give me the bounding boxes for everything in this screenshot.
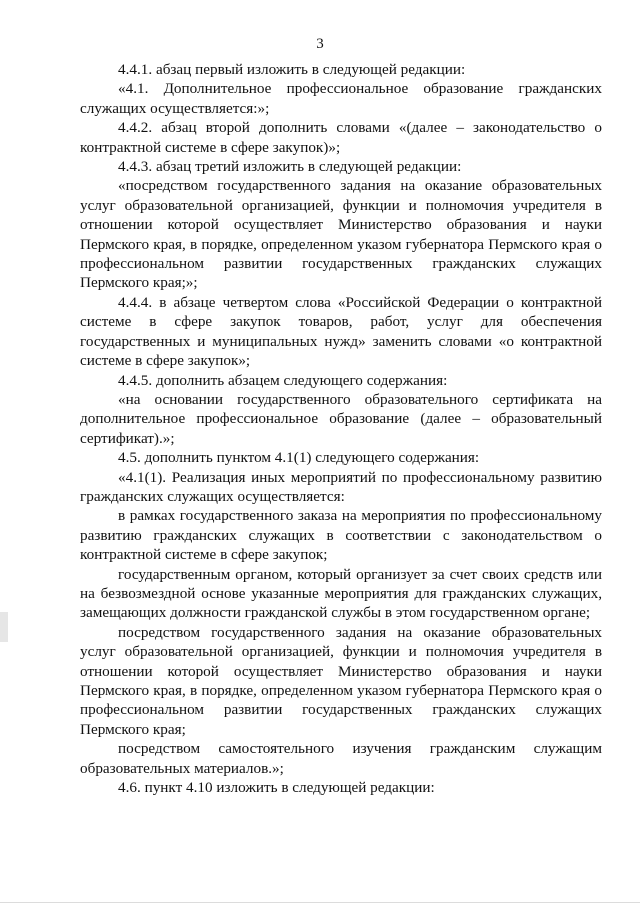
scan-bottom-edge bbox=[0, 902, 640, 903]
page-number: 3 bbox=[316, 36, 324, 52]
paragraph-14: посредством самостоятельного изучения гражданским служащим образовательных материалов.»; bbox=[80, 740, 602, 777]
paragraph-1: 4.4.1. абзац первый изложить в следующей редакции: bbox=[118, 61, 466, 78]
paragraph-6: 4.4.4. в абзаце четвертом слова «Российской Федерации о контрактной системе в сфере закупок товаров, работ, услуг для обеспечения государственных и муниципальных нужд» заменить словами «о контрактной системе в сфере закупок»; bbox=[80, 293, 602, 370]
scan-edge-mark bbox=[0, 612, 8, 642]
paragraph-7: 4.4.5. дополнить абзацем следующего содержания: bbox=[118, 371, 448, 389]
paragraph-8: «на основании государственного образовательного сертификата на дополнительное профессиональное образование (далее – образовательный сертификат).»; bbox=[80, 390, 602, 447]
paragraph-15: 4.6. пункт 4.10 изложить в следующей редакции: bbox=[118, 779, 435, 797]
paragraph-3: 4.4.2. абзац второй дополнить словами «(далее – законодательство о контрактной системе в сфере закупок)»; bbox=[80, 119, 602, 156]
paragraph-11: в рамках государственного заказа на мероприятия по профессиональному развитию гражданских служащих в соответствии с законодательством о контрактной системе в сфере закупок; bbox=[80, 507, 602, 564]
paragraph-10: «4.1(1). Реализация иных мероприятий по профессиональному развитию гражданских служащих осуществляется: bbox=[80, 468, 602, 505]
paragraph-9: 4.5. дополнить пунктом 4.1(1) следующего содержания: bbox=[118, 449, 480, 467]
document-body bbox=[80, 60, 602, 797]
paragraph-4: 4.4.3. абзац третий изложить в следующей редакции: bbox=[118, 158, 462, 176]
paragraph-5: «посредством государственного задания на оказание образовательных услуг образовательной организацией, функции и полномочия учредителя в отношении которой осуществляет Министерство образования и науки Пермского края, в порядке, определенном указом губернатора Пермского края о профессиональном развитии государственных гражданских служащих Пермского края;»; bbox=[80, 177, 602, 292]
paragraph-2: «4.1. Дополнительное профессиональное образование гражданских служащих осуществляется:»; bbox=[80, 80, 602, 117]
paragraph-12: государственным органом, который организует за счет своих средств или на безвозмездной основе указанные мероприятия для гражданских служащих, замещающих должности гражданской службы в этом государственном органе; bbox=[80, 565, 602, 622]
paragraph-13: посредством государственного задания на оказание образовательных услуг образовательной организацией, функции и полномочия учредителя в отношении которой осуществляет Министерство образования и науки Пермского края, в порядке, определенном указом губернатора Пермского края о профессиональном развитии государственных гражданских служащих Пермского края; bbox=[80, 623, 602, 738]
